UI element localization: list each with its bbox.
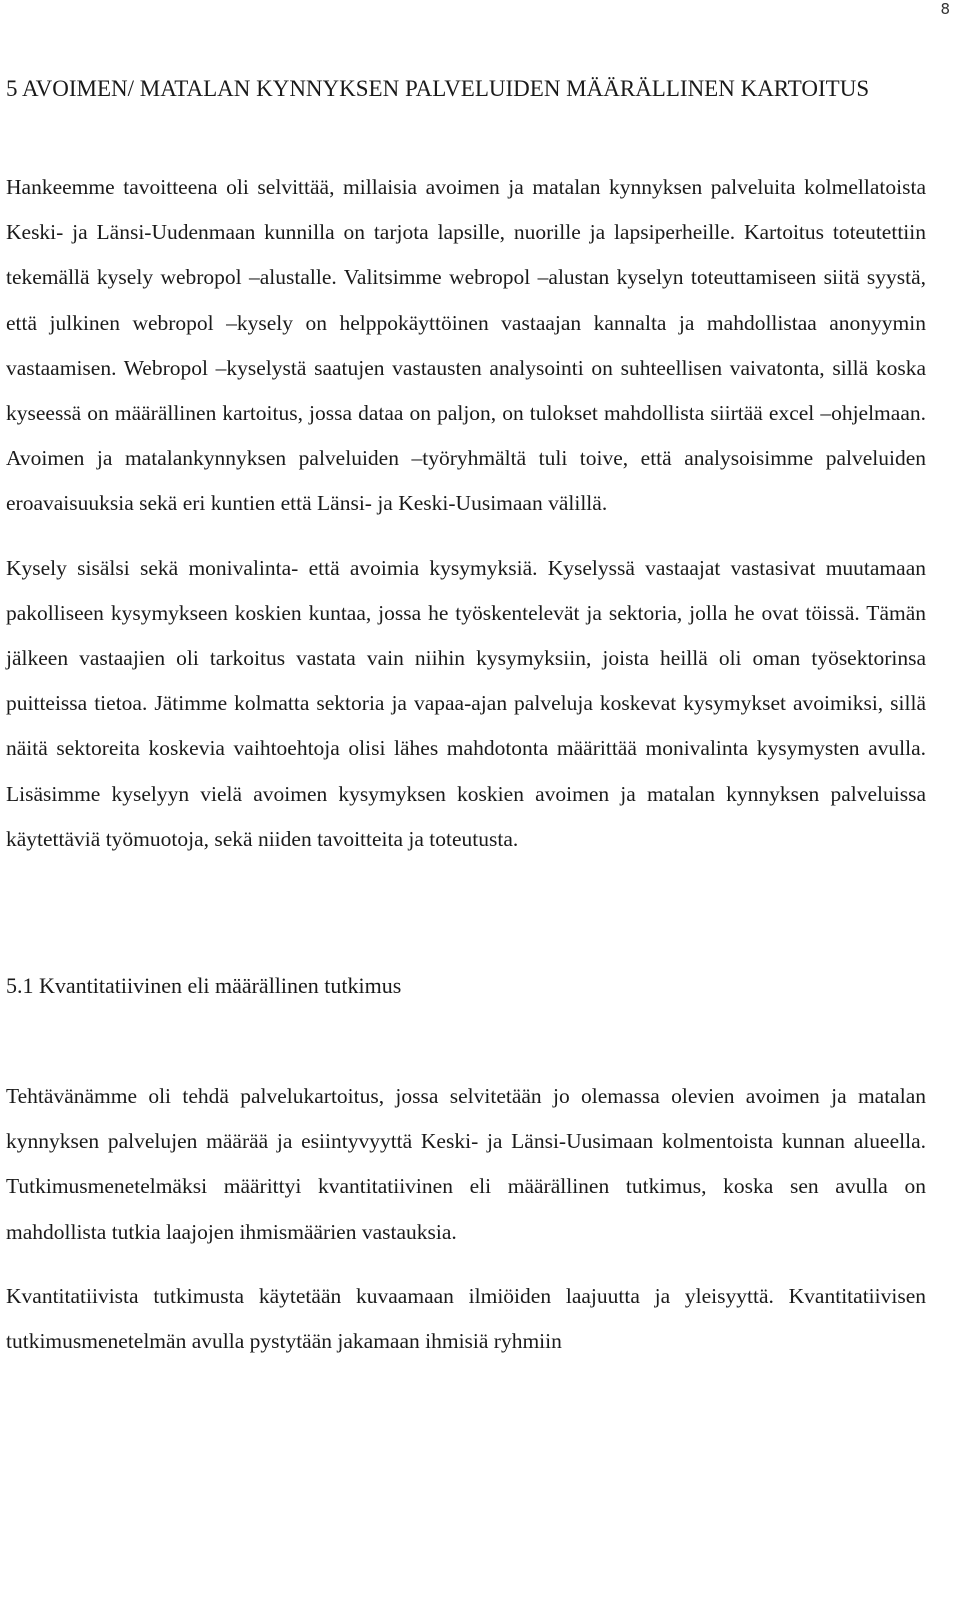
section-heading: 5 AVOIMEN/ MATALAN KYNNYKSEN PALVELUIDEN MÄÄRÄLLINEN KARTOITUS xyxy=(6,76,870,101)
document-body xyxy=(6,70,926,1364)
subsection-heading: 5.1 Kvantitatiivinen eli määrällinen tutkimus xyxy=(6,973,402,999)
paragraph: Kysely sisälsi sekä monivalinta- että avoimia kysymyksiä. Kyselyssä vastaajat vastasivat muutamaan pakolliseen kysymykseen koskien kuntaa, jossa he työskentelevät ja sektoria, jolla he ovat töissä. Tämän jälkeen vastaajien oli tarkoitus vastata vain niihin kysymyksiin, joista heillä oli oman työsektorinsa puitteissa tietoa. Jätimme kolmatta sektoria ja vapaa-ajan palveluja koskevat kysymykset avoimiksi, sillä näitä sektoreita koskevia vaihtoehtoja olisi lähes mahdotonta määrittää monivalinta kysymysten avulla. Lisäsimme kyselyyn vielä avoimen kysymyksen koskien avoimen ja matalan kynnyksen palveluissa käytettäviä työmuotoja, sekä niiden tavoitteita ja toteutusta. xyxy=(6,555,926,851)
paragraph: Hankeemme tavoitteena oli selvittää, millaisia avoimen ja matalan kynnyksen palveluita kolmellatoista Keski- ja Länsi-Uudenmaan kunnilla on tarjota lapsille, nuorille ja lapsiperheille. Kartoitus toteutettiin tekemällä kysely webropol –alustalle. Valitsimme webropol –alustan kyselyn toteuttamiseen siitä syystä, että julkinen webropol –kysely on helppokäyttöinen vastaajan kannalta ja mahdollistaa anonyymin vastaamisen. Webropol –kyselystä saatujen vastausten analysointi on suhteellisen vaivatonta, sillä koska kyseessä on määrällinen kartoitus, jossa dataa on paljon, on tulokset mahdollista siirtää excel –ohjelmaan. Avoimen ja matalankynnyksen palveluiden –työryhmältä tuli toive, että analysoisimme palveluiden eroavaisuuksia sekä eri kuntien että Länsi- ja Keski-Uusimaan välillä. xyxy=(6,175,926,516)
paragraph: Kvantitatiivista tutkimusta käytetään kuvaamaan ilmiöiden laajuutta ja yleisyyttä. Kvantitatiivisen tutkimusmenetelmän avulla pystytään jakamaan ihmisiä ryhmiin xyxy=(6,1283,926,1354)
page-number: 8 xyxy=(940,0,950,18)
paragraph: Tehtävänämme oli tehdä palvelukartoitus, jossa selvitetään jo olemassa olevien avoimen ja matalan kynnyksen palvelujen määrää ja esiintyvyyttä Keski- ja Länsi-Uusimaan kolmentoista kunnan alueella. Tutkimusmenetelmäksi määrittyi kvantitatiivinen eli määrällinen tutkimus, koska sen avulla on mahdollista tutkia laajojen ihmismäärien vastauksia. xyxy=(6,1084,926,1244)
